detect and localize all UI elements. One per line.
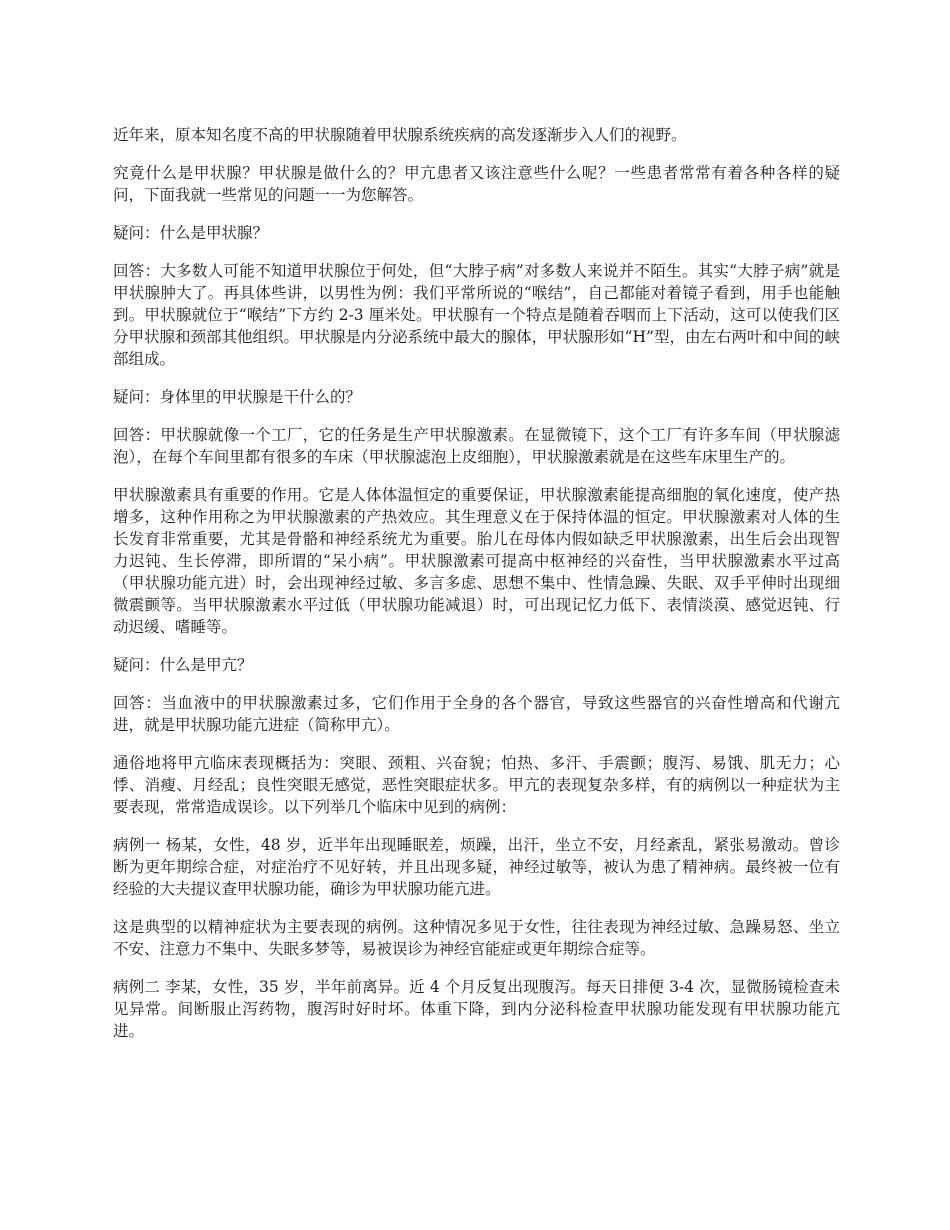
paragraph-questions: 究竟什么是甲状腺？甲状腺是做什么的？甲亢患者又该注意些什么呢？一些患者常常有着各种各样的疑问，下面我就一些常见的问题一一为您解答。 (113, 164, 840, 204)
paragraph-intro: 近年来，原本知名度不高的甲状腺随着甲状腺系统疾病的高发逐渐步入人们的视野。 (113, 126, 687, 144)
answer-thyroid-function: 回答：甲状腺就像一个工厂，它的任务是生产甲状腺激素。在显微镜下，这个工厂有许多车间（甲状腺滤泡），在每个车间里都有很多的车床（甲状腺滤泡上皮细胞），甲状腺激素就是在这些车床里生产的。 (113, 426, 840, 466)
paragraph-case-two: 病例二 李某，女性，35 岁，半年前离异。近 4 个月反复出现腹泻。每天日排便 3-4 次，显微肠镜检查未见异常。间断服止泻药物，腹泻时好时坏。体重下降，到内分泌科检查甲状腺功能发现有甲状腺功能亢进。 (113, 978, 840, 1040)
answer-what-is-hyperthyroidism: 回答：当血液中的甲状腺激素过多，它们作用于全身的各个器官，导致这些器官的兴奋性增高和代谢亢进，就是甲状腺功能亢进症（简称甲亢）。 (113, 694, 840, 734)
answer-what-is-thyroid: 回答：大多数人可能不知道甲状腺位于何处，但“大脖子病”对多数人来说并不陌生。其实“大脖子病”就是甲状腺肿大了。再具体些讲，以男性为例：我们平常所说的“喉结”，自己都能对着镜子看到，用手也能触到。甲状腺就位于“喉结”下方约 2-3 厘米处。甲状腺有一个特点是随着吞咽而上下活动，这可以使我们区分甲状腺和颈部其他组织。甲状腺是内分泌系统中最大的腺体，甲状腺形如“H”型，由左右两叶和中间的峡部组成。 (113, 262, 840, 368)
paragraph-clinical-signs: 通俗地将甲亢临床表现概括为：突眼、颈粗、兴奋貌；怕热、多汗、手震颤；腹泻、易饿、肌无力；心悸、消瘦、月经乱；良性突眼无感觉，恶性突眼症状多。甲亢的表现复杂多样，有的病例以一种症状为主要表现，常常造成误诊。以下列举几个临床中见到的病例： (113, 754, 840, 816)
paragraph-case-one-note: 这是典型的以精神症状为主要表现的病例。这种情况多见于女性，往往表现为神经过敏、急躁易怒、坐立不安、注意力不集中、失眠多梦等，易被误诊为神经官能症或更年期综合症等。 (113, 918, 840, 958)
question-what-is-hyperthyroidism: 疑问：什么是甲亢？ (113, 656, 253, 674)
question-what-is-thyroid: 疑问：什么是甲状腺？ (113, 224, 269, 242)
paragraph-hormone-role: 甲状腺激素具有重要的作用。它是人体体温恒定的重要保证，甲状腺激素能提高细胞的氧化速度，使产热增多，这种作用称之为甲状腺激素的产热效应。其生理意义在于保持体温的恒定。甲状腺激素对人体的生长发育非常重要，尤其是骨骼和神经系统尤为重要。胎儿在母体内假如缺乏甲状腺激素，出生后会出现智力迟钝、生长停滞，即所谓的“呆小病”。甲状腺激素可提高中枢神经的兴奋性，当甲状腺激素水平过高（甲状腺功能亢进）时，会出现神经过敏、多言多虑、思想不集中、性情急躁、失眠、双手平伸时出现细微震颤等。当甲状腺激素水平过低（甲状腺功能减退）时，可出现记忆力低下、表情淡漠、感觉迟钝、行动迟缓、嗜睡等。 (113, 486, 840, 636)
question-thyroid-function: 疑问：身体里的甲状腺是干什么的？ (113, 388, 362, 406)
paragraph-case-one: 病例一 杨某，女性，48 岁，近半年出现睡眠差，烦躁，出汗，坐立不安，月经紊乱，紧张易激动。曾诊断为更年期综合症，对症治疗不见好转，并且出现多疑，神经过敏等，被认为患了精神病。最终被一位有经验的大夫提议查甲状腺功能，确诊为甲状腺功能亢进。 (113, 836, 840, 898)
document-page (113, 124, 840, 1058)
